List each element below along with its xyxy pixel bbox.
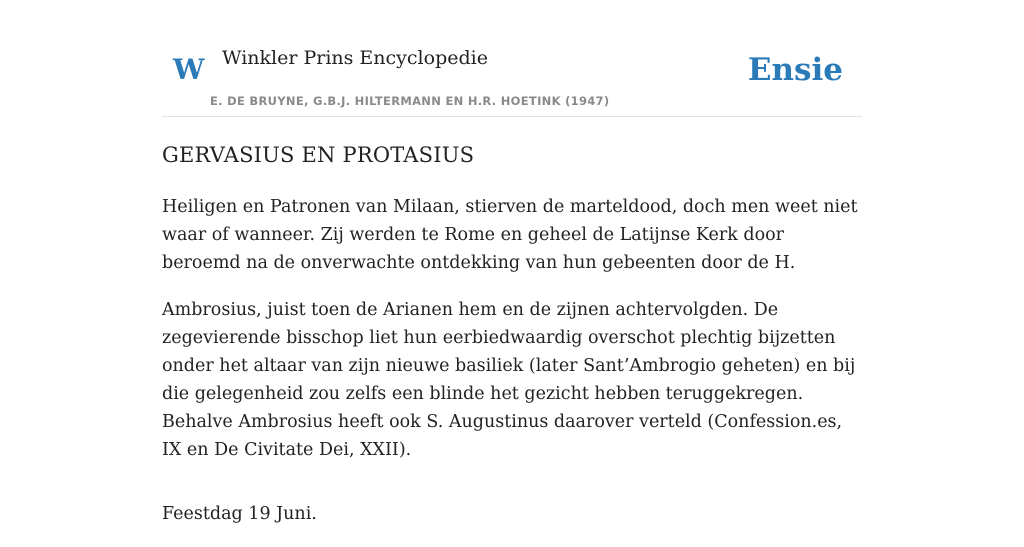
article-title: GERVASIUS EN PROTASIUS — [162, 143, 475, 167]
site-header — [162, 0, 862, 117]
feast-day: Feestdag 19 Juni. — [162, 504, 317, 524]
authors-line: E. DE BRUYNE, G.B.J. HILTERMANN EN H.R. HOETINK (1947) — [210, 94, 610, 108]
article-paragraph: Ambrosius, juist toen de Arianen hem en de zijnen achtervolgden. De zegevierende bisschop liet hun eerbiedwaardig overschot plechtig bijzetten onder het altaar van zijn nieuwe basiliek (later Sant’Ambrogio geheten) en bij die gelegenheid zou zelfs een blinde het gezicht hebben teruggekregen. Behalve Ambrosius heeft ook S. Augustinus daarover verteld (Confession.es, IX en De Civitate Dei, XXII). — [162, 300, 856, 460]
site-logo[interactable]: W — [173, 53, 205, 86]
site-title[interactable]: Winkler Prins Encyclopedie — [222, 47, 488, 69]
article-paragraph: Heiligen en Patronen van Milaan, stierven de marteldood, doch men weet niet waar of wanneer. Zij werden te Rome en geheel de Latijnse Kerk door beroemd na de onverwachte ontdekking van hun gebeenten door de H. — [162, 197, 858, 273]
brand-logo[interactable]: Ensie — [747, 52, 843, 88]
article — [162, 136, 862, 547]
